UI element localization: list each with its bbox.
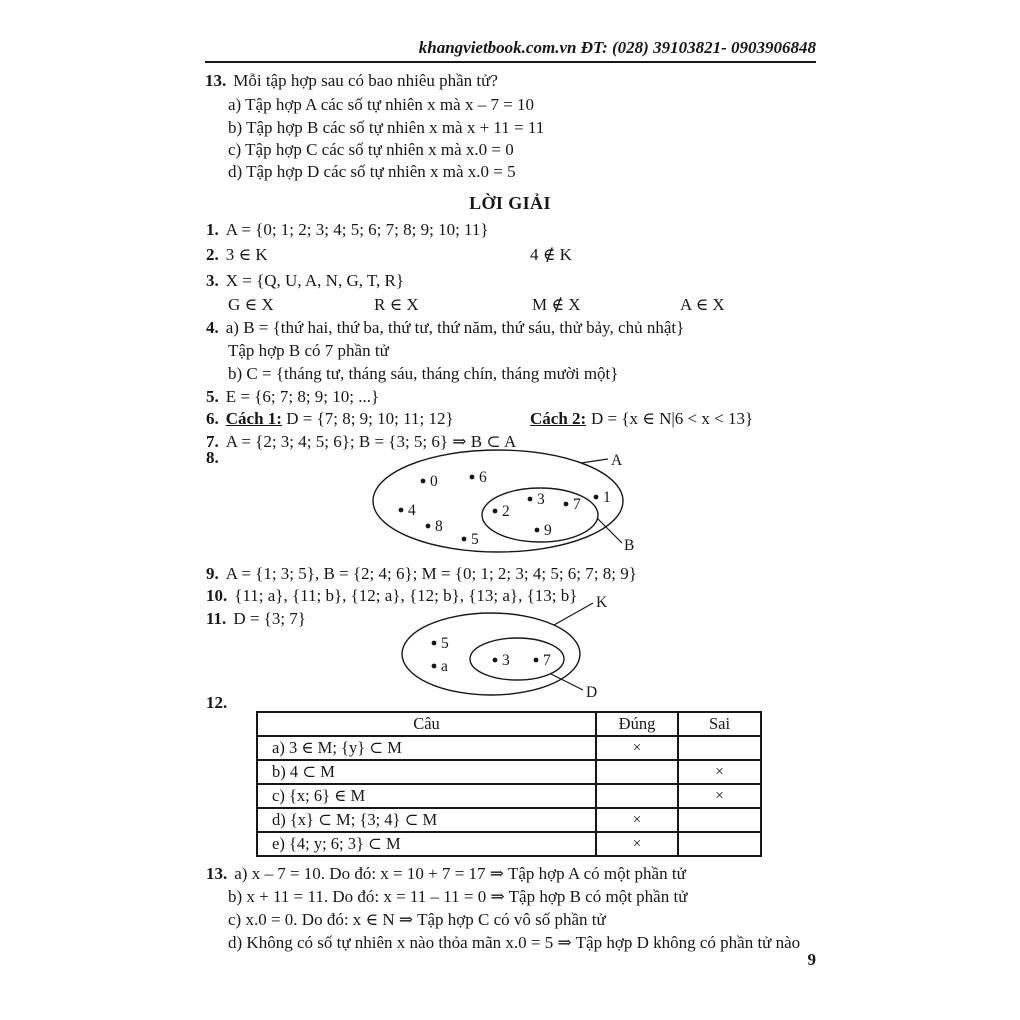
venn1-dot-9 [535, 528, 540, 533]
venn2-dot-7 [534, 658, 539, 663]
problem-13-item-a: a) Tập hợp A các số tự nhiên x mà x – 7 = 10 [228, 95, 535, 114]
header-rule [205, 61, 816, 63]
venn1-point-0: 0 [430, 473, 438, 490]
venn1-point-7: 7 [573, 496, 581, 513]
venn2-dot-a [432, 664, 437, 669]
table-cell-sai [678, 736, 761, 760]
venn-diagram-1 [368, 444, 653, 562]
table-cell-cau: e) {4; y; 6; 3} ⊂ M [257, 832, 596, 856]
venn1-point-6: 6 [479, 469, 487, 486]
method-2-label: Cách 2: [530, 409, 587, 428]
table-cell-dung: × [596, 808, 678, 832]
venn1-label-a: A [611, 452, 623, 469]
solution-number: 5. [206, 387, 219, 406]
solution-line-13d: d) Không có số tự nhiên x nào thỏa mãn x.0 = 5 ⇒ Tập hợp D không có phần tử nào [228, 933, 801, 952]
table-header-row [257, 712, 761, 736]
solution-text: A = {2; 3; 4; 5; 6}; B = {3; 5; 6} ⇒ B ⊂ A [225, 432, 517, 451]
venn1-dot-6 [470, 475, 475, 480]
venn1-label-b: B [624, 537, 635, 554]
table-cell-dung [596, 784, 678, 808]
solution-number: 1. [206, 220, 219, 239]
solution-number: 11. [206, 609, 227, 628]
venn1-point-5: 5 [471, 531, 479, 548]
venn2-dot-5 [432, 641, 437, 646]
solution-number: 2. [206, 245, 219, 264]
venn1-dot-7 [564, 502, 569, 507]
solution-number: 8. [206, 448, 219, 467]
table-row [257, 736, 761, 760]
solution-number: 10. [206, 586, 228, 605]
table-row [257, 832, 761, 856]
solution-number: 7. [206, 432, 219, 451]
solution-line-4-note: Tập hợp B có 7 phần tử [228, 341, 389, 360]
method-1-label: Cách 1: [225, 409, 282, 428]
table-cell-dung [596, 760, 678, 784]
solution-number: 13. [206, 864, 228, 883]
solution-text: A = {0; 1; 2; 3; 4; 5; 6; 7; 8; 9; 10; 11} [225, 220, 489, 239]
member-m: M ∉ X [532, 295, 581, 314]
member-r: R ∈ X [374, 295, 419, 314]
solution-number: 6. [206, 409, 219, 428]
venn2-dot-3 [493, 658, 498, 663]
truth-table [256, 711, 762, 857]
solution-line-6 [206, 407, 816, 430]
table-cell-sai [678, 832, 761, 856]
venn1-point-9: 9 [544, 522, 552, 539]
venn1-dot-4 [399, 508, 404, 513]
method-1-text: D = {7; 8; 9; 10; 11; 12} [286, 409, 454, 428]
venn1-outer-ellipse [373, 450, 623, 552]
solution-text: D = {3; 7} [233, 609, 306, 628]
solution-text: a) x – 7 = 10. Do đó: x = 10 + 7 = 17 ⇒ Tập hợp A có một phần tử [234, 864, 686, 883]
venn1-dot-2 [493, 509, 498, 514]
venn-diagram-2 [393, 587, 618, 708]
venn2-outer-ellipse [402, 613, 580, 695]
problem-13-item-b: b) Tập hợp B các số tự nhiên x mà x + 11 = 11 [228, 118, 545, 137]
venn1-dot-8 [426, 524, 431, 529]
solution-number: 3. [206, 271, 219, 290]
problem-13-title-line [205, 69, 498, 92]
venn1-dot-1 [594, 495, 599, 500]
table-row [257, 760, 761, 784]
table-cell-sai: × [678, 760, 761, 784]
solution-text: X = {Q, U, A, N, G, T, R} [225, 271, 405, 290]
table-row [257, 784, 761, 808]
solution-text-right: 4 ∉ K [530, 245, 572, 264]
problem-13-item-d: d) Tập hợp D các số tự nhiên x mà x.0 = 5 [228, 162, 516, 181]
venn2-point-7: 7 [543, 652, 551, 669]
table-cell-sai [678, 808, 761, 832]
table-row [257, 808, 761, 832]
solution-text: 3 ∈ K [225, 245, 268, 264]
solution-line-3 [206, 269, 404, 292]
venn2-label-d: D [586, 684, 598, 701]
solution-line-1 [206, 218, 489, 241]
venn1-point-1: 1 [603, 489, 611, 506]
header-site-info: khangvietbook.com.vn ĐT: (028) 39103821- 0903906848 [418, 38, 816, 57]
solution-number: 4. [206, 318, 219, 337]
member-g: G ∈ X [228, 295, 274, 314]
venn1-dot-5 [462, 537, 467, 542]
solution-text: A = {1; 3; 5}, B = {2; 4; 6}; M = {0; 1; 2; 3; 4; 5; 6; 7; 8; 9} [225, 564, 637, 583]
table-cell-dung: × [596, 736, 678, 760]
problem-number: 13. [205, 71, 227, 90]
table-header-cau: Câu [257, 712, 596, 736]
method-2-text: D = {x ∈ N|6 < x < 13} [591, 409, 754, 428]
venn1-point-4: 4 [408, 502, 416, 519]
solution-line-11 [206, 607, 306, 630]
solution-line-13c: c) x.0 = 0. Do đó: x ∈ N ⇒ Tập hợp C có vô số phần tử [228, 910, 606, 929]
table-header-sai: Sai [678, 712, 761, 736]
solution-line-13a [206, 862, 686, 885]
table-cell-dung: × [596, 832, 678, 856]
table-cell-sai: × [678, 784, 761, 808]
table-header-dung: Đúng [596, 712, 678, 736]
venn1-dot-0 [421, 479, 426, 484]
venn2-leader-k [554, 603, 593, 625]
solution-line-8 [206, 446, 226, 469]
venn1-point-8: 8 [435, 518, 443, 535]
venn2-label-k: K [596, 594, 608, 611]
solution-line-4b: b) C = {tháng tư, tháng sáu, tháng chín, tháng mười một} [228, 364, 619, 383]
solution-text: E = {6; 7; 8; 9; 10; ...} [225, 387, 380, 406]
venn2-point-a: a [441, 658, 448, 675]
solution-line-12 [206, 691, 234, 714]
solution-line-5 [206, 385, 379, 408]
solution-line-2 [206, 243, 816, 266]
solution-line-4a [206, 316, 684, 339]
table-cell-cau: b) 4 ⊂ M [257, 760, 596, 784]
venn1-leader-a [581, 459, 608, 463]
table-cell-cau: d) {x} ⊂ M; {3; 4} ⊂ M [257, 808, 596, 832]
solution-line-13b: b) x + 11 = 11. Do đó: x = 11 – 11 = 0 ⇒ Tập hợp B có một phần tử [228, 887, 688, 906]
member-a: A ∈ X [680, 295, 725, 314]
venn1-point-3: 3 [537, 491, 545, 508]
table-cell-cau: a) 3 ∈ M; {y} ⊂ M [257, 736, 596, 760]
page-number: 9 [807, 950, 816, 969]
solution-text: {11; a}, {11; b}, {12; a}, {12; b}, {13; a}, {13; b} [234, 586, 578, 605]
solution-text: a) B = {thứ hai, thứ ba, thứ tư, thứ năm, thứ sáu, thử bảy, chủ nhật} [225, 318, 685, 337]
solution-number: 9. [206, 564, 219, 583]
solutions-heading: LỜI GIẢI [469, 193, 551, 213]
venn1-dot-3 [528, 497, 533, 502]
venn2-point-5: 5 [441, 635, 449, 652]
solution-number: 12. [206, 693, 228, 712]
solution-line-9 [206, 562, 637, 585]
table-cell-cau: c) {x; 6} ∈ M [257, 784, 596, 808]
problem-13-title: Mỗi tập hợp sau có bao nhiêu phần tử? [233, 71, 498, 90]
venn2-point-3: 3 [502, 652, 510, 669]
venn1-point-2: 2 [502, 503, 510, 520]
problem-13-item-c: c) Tập hợp C các số tự nhiên x mà x.0 = 0 [228, 140, 514, 159]
